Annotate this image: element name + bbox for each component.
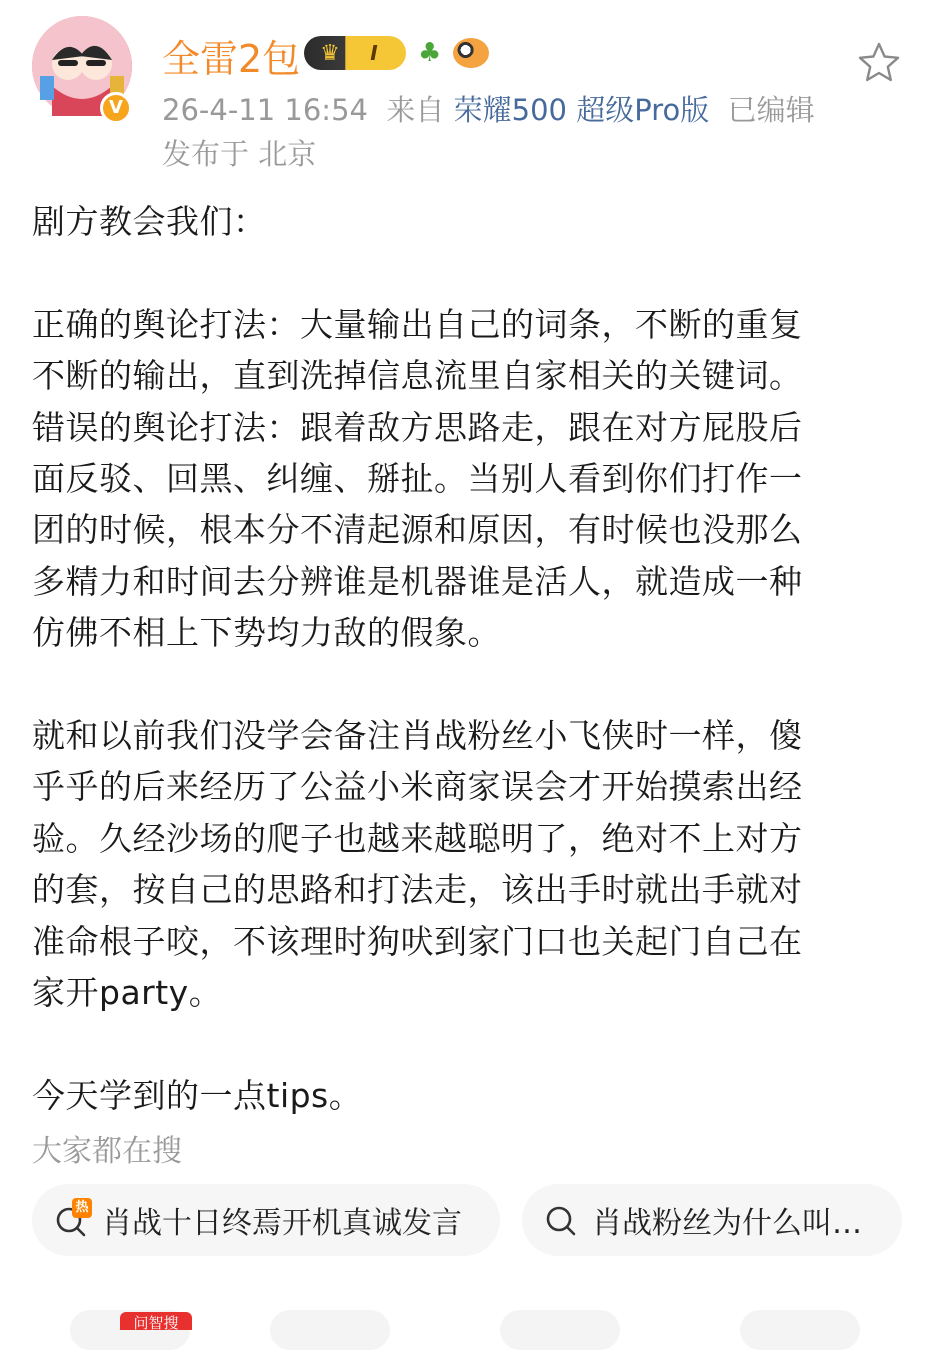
post-line: 面反驳、回黑、纠缠、掰扯。当别人看到你们打作一 [32, 459, 803, 499]
post-line: 准命根子咬，不该理时狗吠到家门口也关起门自己在 [32, 921, 803, 961]
bottom-action-row [0, 1296, 932, 1330]
search-chip-hot[interactable] [32, 1184, 500, 1256]
sprout-icon[interactable]: ♣ [418, 38, 442, 68]
post-meta [162, 88, 815, 129]
bottom-pill[interactable] [740, 1310, 860, 1350]
bottom-pill[interactable] [500, 1310, 620, 1350]
post-line: 剧方教会我们： [32, 202, 267, 241]
post-line: 错误的舆论打法：跟着敌方思路走，跟在对方屁股后 [32, 407, 803, 447]
crown-icon: ♛ [320, 40, 340, 66]
post-body [32, 196, 904, 1121]
search-icon [544, 1202, 580, 1238]
hot-search-icon [54, 1202, 90, 1238]
favorite-star-icon[interactable] [856, 40, 902, 86]
post-line: 乎乎的后来经历了公益小米商家误会才开始摸索出经 [32, 767, 803, 807]
author-badges [304, 32, 489, 74]
timestamp: 26-4-11 16:54 [162, 93, 368, 127]
post-line: 不断的输出，直到洗掉信息流里自家相关的关键词。 [32, 356, 803, 396]
post-line: 多精力和时间去分辨谁是机器谁是活人，就造成一种 [32, 561, 803, 601]
edited-label[interactable]: 已编辑 [727, 93, 815, 127]
level-text: I [370, 41, 378, 65]
location: 发布于 北京 [162, 137, 317, 171]
post-line: 家开party。 [32, 973, 223, 1013]
pufferfish-icon[interactable] [453, 38, 489, 68]
wzs-tag[interactable]: 问智搜 [120, 1312, 192, 1330]
post-line: 团的时候，根本分不清起源和原因，有时候也没那么 [32, 510, 803, 550]
verified-badge: V [100, 92, 132, 124]
post-line: 验。久经沙场的爬子也越来越聪明了，绝对不上对方 [32, 818, 803, 858]
device-link[interactable]: 荣耀500 超级Pro版 [453, 93, 710, 127]
chip-label: 肖战十日终焉开机真诚发言 [102, 1206, 462, 1241]
post-line: 今天学到的一点tips。 [32, 1075, 363, 1115]
bottom-pill[interactable] [270, 1310, 390, 1350]
post-line: 的套，按自己的思路和打法走，该出手时就出手就对 [32, 870, 803, 910]
from-label: 来自 [386, 93, 445, 127]
crown-level-badge-icon[interactable] [304, 36, 406, 70]
post-line: 仿佛不相上下势均力敌的假象。 [32, 613, 501, 653]
search-section-title: 大家都在搜 [32, 1134, 182, 1169]
post-line: 就和以前我们没学会备注肖战粉丝小飞侠时一样，傻 [32, 716, 803, 756]
search-chip[interactable] [522, 1184, 902, 1256]
hot-tag: 热 [72, 1198, 92, 1218]
post-line: 正确的舆论打法：大量输出自己的词条，不断的重复 [32, 304, 803, 344]
author-name[interactable]: 全雷2包 [162, 37, 301, 81]
chip-label: 肖战粉丝为什么叫… [592, 1206, 862, 1241]
